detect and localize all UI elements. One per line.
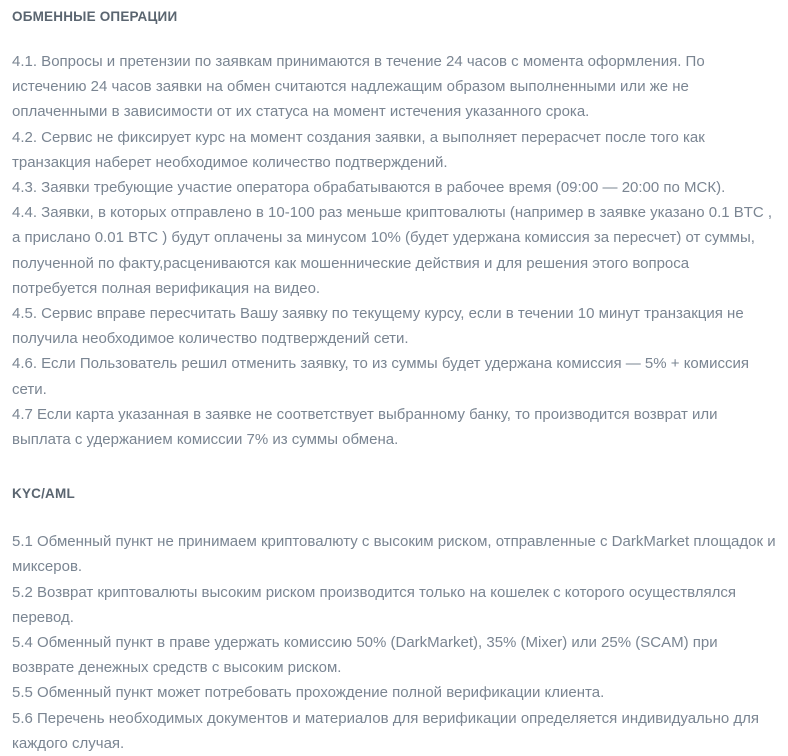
clause-5-4: 5.4 Обменный пункт в праве удержать комиссию 50% (DarkMarket), 35% (Mixer) или 25% (SCAM) при возврате денежных средств с высоким риском. — [12, 634, 718, 677]
clause-4-2: 4.2. Сервис не фиксирует курс на момент создания заявки, а выполняет перерасчет после того как транзакция наберет необходимое количество подтверждений. — [12, 128, 705, 171]
clause-list-kyc-aml — [12, 529, 776, 756]
clause-5-2: 5.2 Возврат криптовалюты высоким риском производится только на кошелек с которого осуществлялся перевод. — [12, 583, 736, 626]
clause-4-3: 4.3. Заявки требующие участие оператора обрабатываются в рабочее время (09:00 — 20:00 по МСК). — [12, 179, 726, 197]
clause-4-5: 4.5. Сервис вправе пересчитать Вашу заявку по текущему курсу, если в течении 10 минут транзакция не получила необходимое количество подтверждений сети. — [12, 305, 744, 348]
clause-5-1: 5.1 Обменный пункт не принимаем криптовалюту с высоким риском, отправленные с DarkMarket площадок и миксеров. — [12, 533, 776, 576]
spacer-after-exchange-heading — [12, 26, 776, 49]
clause-4-7: 4.7 Если карта указанная в заявке не соответствует выбранному банку, то производится возврат или выплата с удержанием комиссии 7% из суммы обмена. — [12, 405, 718, 449]
clause-4-4: 4.4. Заявки, в которых отправлено в 10-100 раз меньше криптовалюты (например в заявке указано 0.1 BTC , а прислано 0.01 BTC ) будут оплачены за минусом 10% (будет удержана комиссия за пересчет) от суммы, полученной по факту,расцениваются как мошеннические действия и для решения этого вопроса потребуется полная верификация на видео. — [12, 204, 773, 297]
clause-5-5: 5.5 Обменный пункт может потребовать прохождение полной верификации клиента. — [12, 684, 605, 702]
clause-4-6: 4.6. Если Пользователь решил отменить заявку, то из суммы будет удержана комиссия — 5% + комиссия сети. — [12, 355, 749, 398]
section-heading-exchange-operations: ОБМЕННЫЕ ОПЕРАЦИИ — [12, 9, 178, 24]
clause-4-1: 4.1. Вопросы и претензии по заявкам принимаются в течение 24 часов с момента оформления. По истечению 24 часов заявки на обмен считаются надлежащим образом выполненными или же не оплаченными в зависимости от их статуса на момент истечения указанного срока. — [12, 53, 705, 121]
section-heading-kyc-aml: KYC/AML — [12, 486, 75, 502]
clause-list-exchange-operations — [12, 49, 776, 452]
clause-5-6: 5.6 Перечень необходимых документов и материалов для верификации определяется индивидуально для каждого случая. — [12, 709, 760, 752]
spacer-before-kyc-heading — [12, 452, 776, 485]
spacer-after-kyc-heading — [12, 503, 776, 529]
